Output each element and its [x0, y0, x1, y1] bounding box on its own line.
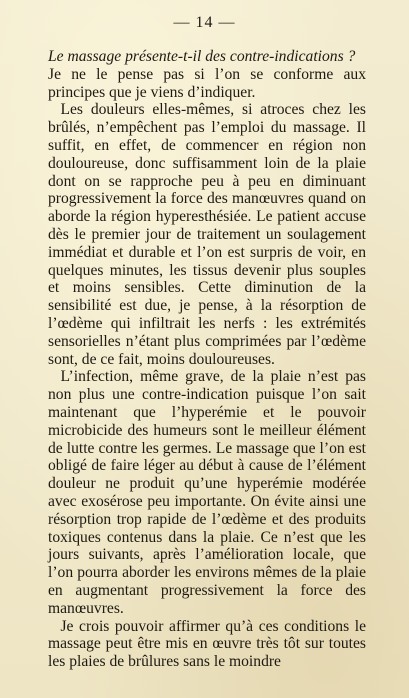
page-body [48, 48, 366, 671]
paragraph-2: Les douleurs elles-mêmes, si atroces chez les brûlés, n’empêchent pas l’emploi du massage. Il suffit, en effet, de commencer en région non douloureuse, donc suffisamment loin de la plaie dont on se rapproche peu à peu en diminuant progressivement la force des manœuvres quand on aborde la région hyperesthésiée. Le patient accuse dès le premier jour de traitement un soulagement immédiat et durable et l’on est surpris de voir, en quelques minutes, les tissus devenir plus souples et moins sensibles. Cette diminution de la sensibilité est due, je pense, à la résorption de l’œdème qui infiltrait les nerfs : les extrémités sensorielles n’étant plus comprimées par l’œdème sont, de ce fait, moins douloureuses. [48, 101, 366, 368]
paragraph-1: Je ne le pense pas si l’on se conforme aux principes que je viens d’indiquer. [48, 65, 366, 101]
paragraph-3: L’infection, même grave, de la plaie n’est pas non plus une contre-indication puisque l’on sait maintenant que l’hyperémie et le pouvoir microbicide des humeurs sont le meilleur élément de lutte contre les germes. Le massage que l’on est obligé de faire léger au début à cause de l’élément douleur ne produit qu’une hyperémie modérée avec exosérose peu importante. On évite ainsi une résorption trop rapide de l’œdème et des produits toxiques contenus dans la plaie. Ce n’est que les jours suivants, après l’amélioration locale, que l’on pourra aborder les environs mêmes de la plaie en augmentant progressivement la force des manœuvres. [48, 368, 366, 617]
page-number: — 14 — [173, 14, 236, 31]
paragraph-4: Je crois pouvoir affirmer qu’à ces conditions le massage peut être mis en œuvre très tôt sur toutes les plaies de brûlures sans le moindre [48, 617, 366, 671]
section-heading: Le massage présente-t-il des contre-indications ? [48, 48, 356, 65]
